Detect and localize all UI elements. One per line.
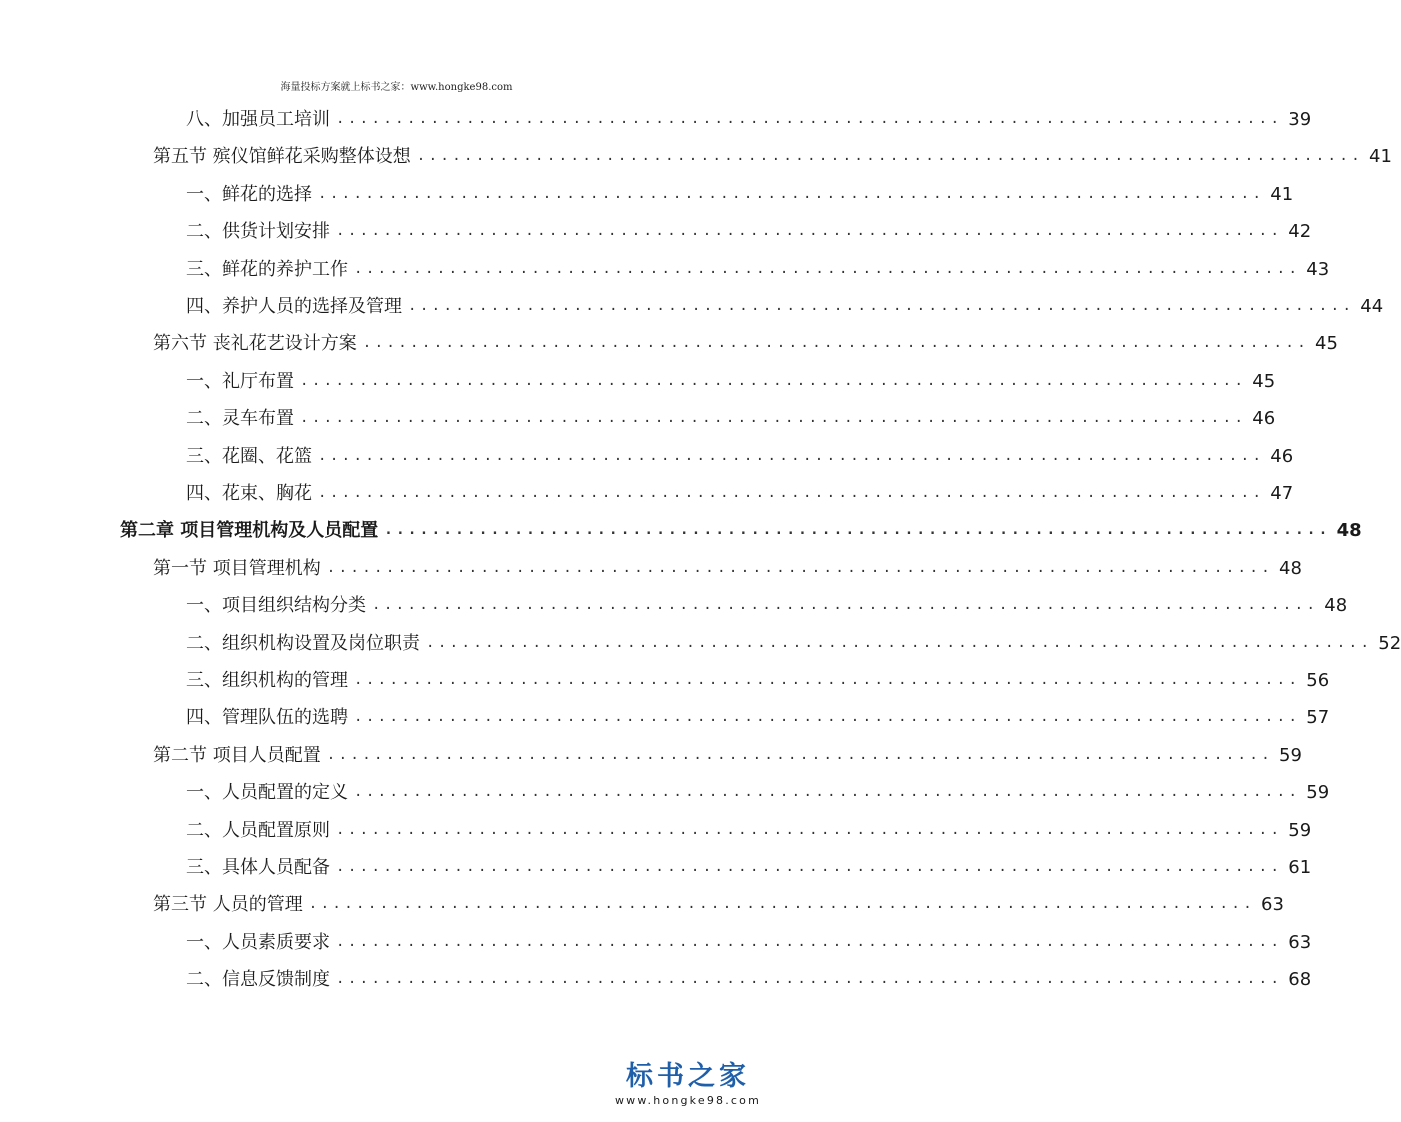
toc-entry[interactable] <box>186 288 1384 325</box>
toc-entry-label: 三、组织机构的管理 <box>186 670 348 691</box>
logo-url: www.hongke98.com <box>614 1094 762 1107</box>
toc-entry-label: 第三节 人员的管理 <box>153 894 303 916</box>
toc-entry-page: 47 <box>1270 483 1294 504</box>
toc-entry-label: 四、花束、胸花 <box>186 483 312 504</box>
toc-entry-label: 第一节 项目管理机构 <box>153 557 321 579</box>
toc-entry-page: 61 <box>1288 857 1312 878</box>
page-header: 海量投标方案就上标书之家：www.hongke98.com <box>280 82 513 93</box>
toc-entry[interactable] <box>186 400 1276 437</box>
toc-entry[interactable] <box>186 475 1294 512</box>
toc-leader-dots: ................................................................................ <box>300 410 1247 427</box>
toc-entry-page: 59 <box>1306 782 1330 804</box>
toc-entry[interactable] <box>153 886 1284 923</box>
toc-leader-dots: ................................................................................ <box>354 260 1301 277</box>
toc-leader-dots: ................................................................................ <box>326 746 1274 763</box>
toc-entry-page: 43 <box>1306 258 1330 280</box>
toc-entry[interactable] <box>186 924 1312 961</box>
toc-leader-dots: ................................................................................ <box>318 485 1265 501</box>
toc-entry-page: 45 <box>1315 333 1338 355</box>
toc-leader-dots: ................................................................................ <box>362 335 1310 352</box>
toc-entry[interactable] <box>153 737 1302 774</box>
toc-entry-label: 第六节 丧礼花艺设计方案 <box>153 333 357 355</box>
toc-entry-page: 56 <box>1306 670 1330 691</box>
toc-entry-page: 52 <box>1378 632 1401 654</box>
toc-leader-dots: ................................................................................ <box>384 522 1331 539</box>
toc-leader-dots: ................................................................................ <box>336 859 1283 875</box>
toc-entry[interactable] <box>153 550 1302 587</box>
toc-entry-page: 63 <box>1261 894 1284 916</box>
toc-entry[interactable] <box>186 961 1312 998</box>
toc-entry-page: 59 <box>1288 819 1312 841</box>
toc-entry-label: 一、人员配置的定义 <box>186 782 348 804</box>
toc-leader-dots: ................................................................................ <box>354 784 1301 801</box>
toc-leader-dots: ................................................................................ <box>308 896 1256 913</box>
toc-entry-label: 四、养护人员的选择及管理 <box>186 296 402 317</box>
toc-leader-dots: ................................................................................ <box>336 223 1283 240</box>
toc-entry-page: 41 <box>1270 183 1294 205</box>
toc-entry-label: 一、人员素质要求 <box>186 931 330 953</box>
toc-leader-dots: ................................................................................ <box>336 111 1283 127</box>
toc-entry-label: 二、人员配置原则 <box>186 819 330 841</box>
toc-entry[interactable] <box>120 512 1362 549</box>
toc-entry-page: 45 <box>1252 370 1276 392</box>
toc-entry-label: 二、灵车布置 <box>186 408 294 430</box>
toc-leader-dots: ................................................................................ <box>336 933 1283 950</box>
toc-entry-page: 59 <box>1279 744 1302 766</box>
toc-entry-page: 42 <box>1288 221 1312 243</box>
toc-entry-label: 一、项目组织结构分类 <box>186 595 366 617</box>
toc-entry[interactable] <box>186 662 1330 699</box>
toc-entry-page: 41 <box>1369 146 1392 168</box>
toc-entry-label: 第二章 项目管理机构及人员配置 <box>120 520 379 542</box>
toc-entry-label: 一、礼厅布置 <box>186 370 294 392</box>
toc-entry-page: 48 <box>1336 520 1362 542</box>
toc-entry-label: 第五节 殡仪馆鲜花采购整体设想 <box>153 146 411 168</box>
toc-entry-page: 44 <box>1360 296 1384 317</box>
toc-leader-dots: ................................................................................ <box>326 559 1274 576</box>
toc-entry-label: 四、管理队伍的选聘 <box>186 707 348 729</box>
toc-leader-dots: ................................................................................ <box>372 597 1319 614</box>
toc-entry-page: 46 <box>1270 445 1294 467</box>
toc-entry[interactable] <box>186 438 1294 475</box>
toc-entry[interactable] <box>186 625 1401 662</box>
toc-entry[interactable] <box>186 812 1312 849</box>
toc-entry-label: 三、鲜花的养护工作 <box>186 258 348 280</box>
toc-entry[interactable] <box>153 325 1338 362</box>
toc-entry-label: 二、供货计划安排 <box>186 221 330 243</box>
toc-leader-dots: ................................................................................ <box>336 971 1283 988</box>
toc-entry-page: 57 <box>1306 707 1330 729</box>
toc-entry-page: 48 <box>1279 557 1302 579</box>
toc-entry[interactable] <box>186 849 1312 886</box>
toc-leader-dots: ................................................................................ <box>354 672 1301 688</box>
toc-leader-dots: ................................................................................ <box>354 709 1301 726</box>
toc-leader-dots: ................................................................................ <box>318 185 1265 202</box>
toc-entry-page: 46 <box>1252 408 1276 430</box>
toc-entry-page: 48 <box>1324 595 1348 617</box>
toc-entry-page: 39 <box>1288 109 1312 130</box>
toc-entry[interactable] <box>186 101 1312 138</box>
toc-entry[interactable] <box>186 213 1312 250</box>
toc-entry-label: 第二节 项目人员配置 <box>153 744 321 766</box>
toc-entry[interactable] <box>186 251 1330 288</box>
toc-leader-dots: ................................................................................ <box>336 821 1283 838</box>
toc-entry-label: 三、具体人员配备 <box>186 857 330 878</box>
toc-entry[interactable] <box>186 587 1348 624</box>
toc-entry-label: 一、鲜花的选择 <box>186 183 312 205</box>
toc-entry-label: 八、加强员工培训 <box>186 109 330 130</box>
toc-entry-label: 二、组织机构设置及岗位职责 <box>186 632 420 654</box>
logo-title: 标书之家 <box>626 1061 750 1092</box>
toc-entry[interactable] <box>186 699 1330 736</box>
toc-entry-label: 三、花圈、花篮 <box>186 445 312 467</box>
toc-entry[interactable] <box>186 176 1294 213</box>
toc-leader-dots: ................................................................................ <box>416 148 1364 165</box>
toc-leader-dots: ................................................................................ <box>408 298 1355 314</box>
toc-leader-dots: ................................................................................ <box>318 447 1265 464</box>
toc-entry-label: 二、信息反馈制度 <box>186 969 330 991</box>
brand-logo <box>603 1060 773 1108</box>
toc-entry[interactable] <box>186 363 1276 400</box>
toc-leader-dots: ................................................................................ <box>300 372 1247 389</box>
toc-entry-page: 68 <box>1288 969 1312 991</box>
toc-entry[interactable] <box>153 138 1392 175</box>
toc-leader-dots: ................................................................................ <box>426 634 1373 651</box>
toc-entry[interactable] <box>186 774 1330 811</box>
toc-entry-page: 63 <box>1288 931 1312 953</box>
